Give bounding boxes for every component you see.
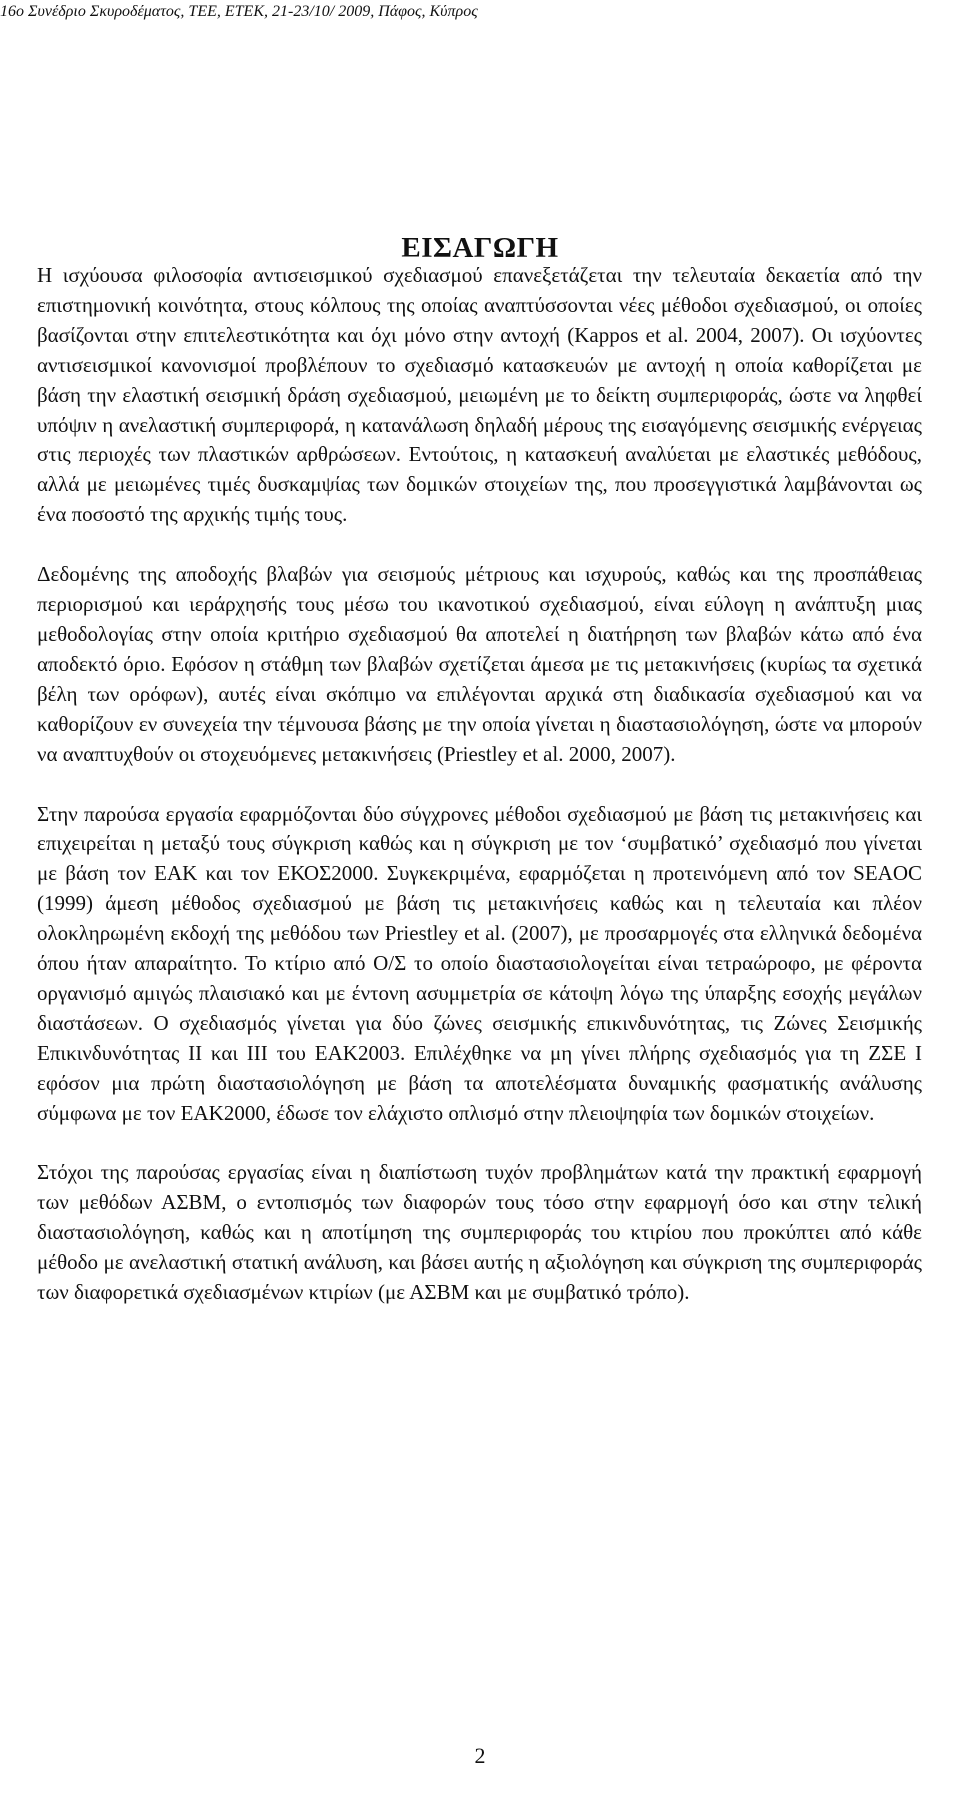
paragraph-2: Δεδομένης της αποδοχής βλαβών για σεισμούς μέτριους και ισχυρούς, καθώς και της προσπάθειας περιορισμού και ιεράρχησής τους μέσω του ικανοτικού σχεδιασμού, είναι εύλογη η ανάπτυξη μιας μεθοδολογίας στην οποία κριτήριο σχεδιασμού θα αποτελεί η διατήρηση των βλαβών κάτω από ένα αποδεκτό όριο. Εφόσον η στάθμη των βλαβών σχετίζεται άμεσα με τις μετακινήσεις (κυρίως τα σχετικά βέλη των ορόφων), αυτές είναι σκόπιμο να επιλέγονται αρχικά στη διαδικασία σχεδιασμού και να καθορίζουν εν συνεχεία την τέμνουσα βάσης με την οποία γίνεται η διαστασιολόγηση, ώστε να μπορούν να αναπτυχθούν οι στοχευόμενες μετακινήσεις (Priestley et al. 2000, 2007). — [37, 562, 922, 766]
running-header: 16ο Συνέδριο Σκυροδέματος, ΤΕΕ, ΕΤΕΚ, 21-23/10/ 2009, Πάφος, Κύπρος — [0, 3, 478, 20]
page-number: 2 — [474, 1743, 486, 1768]
paragraph-3: Στην παρούσα εργασία εφαρμόζονται δύο σύγχρονες μέθοδοι σχεδιασμού με βάση τις μετακινήσεις και επιχειρείται η μεταξύ τους σύγκριση καθώς και η σύγκριση με τον ‘συμβατικό’ σχεδιασμό που γίνεται με βάση τον ΕΑΚ και τον ΕΚΟΣ2000. Συγκεκριμένα, εφαρμόζεται η προτεινόμενη από τον SEAOC (1999) άμεση μέθοδος σχεδιασμού με βάση τις μετακινήσεις καθώς και η τελευταία και πλέον ολοκληρωμένη εκδοχή της μεθόδου των Priestley et al. (2007), με προσαρμογές στα ελληνικά δεδομένα όπου ήταν απαραίτητο. Το κτίριο από Ο/Σ το οποίο διαστασιολογείται είναι τετραώροφο, με φέροντα οργανισμό αμιγώς πλαισιακό και με έντονη ασυμμετρία σε κάτοψη λόγω της ύπαρξης εσοχής μεγάλων διαστάσεων. Ο σχεδιασμός γίνεται για δύο ζώνες σεισμικής επικινδυνότητας, τις Ζώνες Σεισμικής Επικινδυνότητας ΙΙ και ΙΙΙ του ΕΑΚ2003. Επιλέχθηκε να μη γίνει πλήρης σχεδιασμός για τη ΖΣΕ Ι εφόσον μια πρώτη διαστασιολόγηση με βάση τα αποτελέσματα δυναμικής φασματικής ανάλυσης σύμφωνα με τον ΕΑΚ2000, έδωσε τον ελάχιστο οπλισμό στην πλειοψηφία των δομικών στοιχείων. — [37, 801, 922, 1125]
section-title: ΕΙΣΑΓΩΓΗ — [401, 232, 559, 265]
paragraph-1: Η ισχύουσα φιλοσοφία αντισεισμικού σχεδιασμού επανεξετάζεται την τελευταία δεκαετία από την επιστημονική κοινότητα, στους κόλπους της οποίας αναπτύσσονται νέες μέθοδοι σχεδιασμού, οι οποίες βασίζονται στην επιτελεστικότητα και όχι μόνο στην αντοχή (Kappos et al. 2004, 2007). Οι ισχύοντες αντισεισμικοί κανονισμοί προβλέπουν το σχεδιασμό κατασκευών με αντοχή η οποία καθορίζεται με βάση την ελαστική σεισμική δράση σχεδιασμού, μειωμένη με το δείκτη συμπεριφοράς, ώστε να ληφθεί υπόψιν η ανελαστική συμπεριφορά, η κατανάλωση δηλαδή μέρους της εισαγόμενης σεισμικής ενέργειας στις περιοχές των πλαστικών αρθρώσεων. Εντούτοις, η κατασκευή αναλύεται με ελαστικές μεθόδους, αλλά με μειωμένες τιμές δυσκαμψίας των δομικών στοιχείων της, που προσεγγιστικά λαμβάνονται ως ένα ποσοστό της αρχικής τιμής τους. — [37, 263, 922, 527]
paragraph-4: Στόχοι της παρούσας εργασίας είναι η διαπίστωση τυχόν προβλημάτων κατά την πρακτική εφαρμογή των μεθόδων ΑΣΒΜ, ο εντοπισμός των διαφορών τους τόσο στην εφαρμογή όσο και στην τελική διαστασιολόγηση, καθώς και η αποτίμηση της συμπεριφοράς του κτιρίου που προκύπτει από κάθε μέθοδο με ανελαστική στατική ανάλυση, και βάσει αυτής η αξιολόγηση και σύγκριση της συμπεριφοράς των διαφορετικά σχεδιασμένων κτιρίων (με ΑΣΒΜ και με συμβατικό τρόπο). — [37, 1160, 922, 1305]
body-text — [37, 261, 922, 1308]
